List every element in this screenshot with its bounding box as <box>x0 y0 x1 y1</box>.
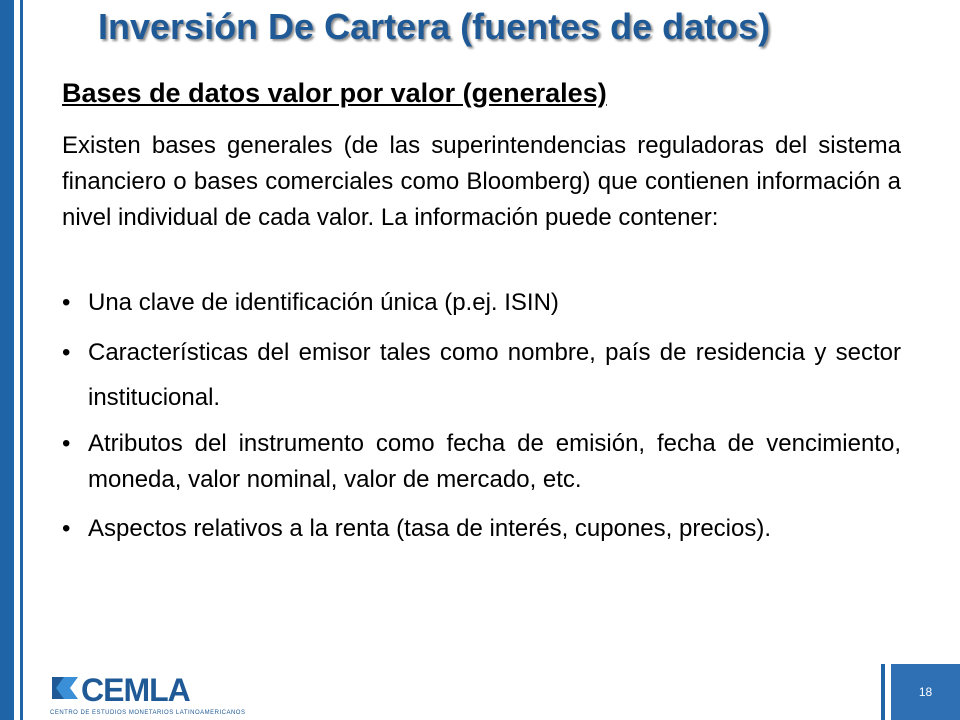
bullet-text: Una clave de identificación única (p.ej. ISIN) <box>88 289 559 316</box>
page-number-box <box>891 664 960 720</box>
logo-subtitle: CENTRO DE ESTUDIOS MONETARIOS LATINOAMERICANOS <box>50 710 246 716</box>
logo-text: CEMLA <box>81 672 190 708</box>
bullet-item <box>62 330 901 420</box>
bullet-list <box>62 285 901 547</box>
bullet-icon: • <box>62 339 71 366</box>
slide-title: Inversión De Cartera (fuentes de datos) <box>98 6 771 47</box>
bullet-item <box>62 426 901 498</box>
bullet-text: Atributos del instrumento como fecha de emisión, fecha de vencimiento, moneda, valor nominal, valor de mercado, etc. <box>88 430 901 493</box>
left-accent-bar <box>0 0 14 720</box>
bullet-icon: • <box>62 430 71 457</box>
bullet-item <box>62 511 901 547</box>
bullet-item <box>62 285 901 321</box>
bullet-text: Características del emisor tales como nombre, país de residencia y sector institucional. <box>88 339 901 411</box>
intro-paragraph: Existen bases generales (de las superintendencias reguladoras del sistema financiero o bases comerciales como Bloomberg) que contienen información a nivel individual de cada valor. La información puede contener: <box>62 132 901 231</box>
cemla-logo-icon <box>50 675 80 701</box>
bullet-icon: • <box>62 515 71 542</box>
section-subtitle: Bases de datos valor por valor (generales) <box>62 78 607 108</box>
page-number: 18 <box>918 685 933 699</box>
bullet-text: Aspectos relativos a la renta (tasa de interés, cupones, precios). <box>88 515 772 542</box>
bullet-icon: • <box>62 289 71 316</box>
left-accent-line <box>20 0 23 720</box>
page-number-divider <box>881 664 885 720</box>
